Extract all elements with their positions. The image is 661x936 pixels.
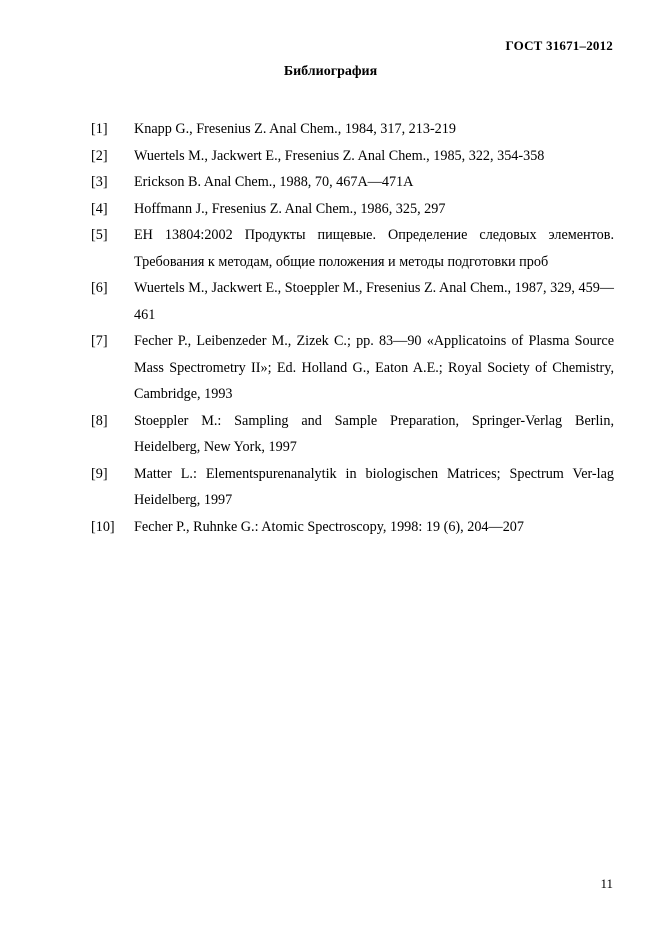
entry-text: Wuertels M., Jackwert E., Stoeppler M., Fresenius Z. Anal Chem., 1987, 329, 459—461 (134, 280, 614, 323)
entry-text: Knapp G., Fresenius Z. Anal Chem., 1984, 317, 213-219 (134, 121, 456, 137)
entry-number: [2] (91, 147, 108, 164)
entry-text: ЕН 13804:2002 Продукты пищевые. Определение следовых элементов. Требования к методам, общие положения и методы подготовки проб (134, 227, 614, 270)
entry-number: [6] (91, 280, 108, 296)
document-code: ГОСТ 31671–2012 (505, 38, 613, 53)
entry-number: [1] (91, 121, 108, 137)
entry-text: Erickson B. Anal Chem., 1988, 70, 467A—471A (134, 174, 414, 190)
entry-text: Matter L.: Elementspurenanalytik in biologischen Matrices; Spectrum Ver-lag Heidelberg, 1997 (134, 465, 614, 508)
bibliography-entry (91, 143, 614, 170)
page-number: 11 (600, 876, 613, 891)
bibliography-entry (91, 169, 614, 196)
entry-number: [4] (91, 200, 108, 217)
page-title: Библиография (283, 64, 378, 79)
entry-number: [10] (91, 518, 115, 535)
bibliography-entry (91, 116, 614, 143)
bibliography-entry (91, 222, 614, 275)
bibliography-entry (91, 196, 614, 223)
entry-text: Wuertels M., Jackwert E., Fresenius Z. Anal Chem., 1985, 322, 354-358 (134, 147, 545, 164)
bibliography-entry (91, 328, 614, 408)
entry-text: Fecher P., Leibenzeder M., Zizek C.; pp. 83—90 «Applicatoins of Plasma Source Mass Spectrometry II»; Ed. Holland G., Eaton A.E.; Royal Society of Chemistry, Cambridge, 1993 (134, 333, 614, 402)
entry-text: Stoeppler M.: Sampling and Sample Preparation, Springer-Verlag Berlin, Heidelberg, New York, 1997 (134, 412, 614, 455)
entry-number: [9] (91, 465, 108, 482)
entry-number: [5] (91, 227, 108, 243)
bibliography-list (91, 116, 614, 540)
entry-text: Hoffmann J., Fresenius Z. Anal Chem., 1986, 325, 297 (134, 200, 446, 217)
entry-number: [3] (91, 174, 108, 190)
bibliography-entry (91, 275, 614, 328)
bibliography-entry (91, 461, 614, 514)
entry-text: Fecher P., Ruhnke G.: Atomic Spectroscopy, 1998: 19 (6), 204—207 (134, 518, 524, 535)
entry-number: [7] (91, 333, 108, 349)
entry-number: [8] (91, 412, 108, 429)
bibliography-entry (91, 514, 614, 541)
bibliography-entry (91, 408, 614, 461)
